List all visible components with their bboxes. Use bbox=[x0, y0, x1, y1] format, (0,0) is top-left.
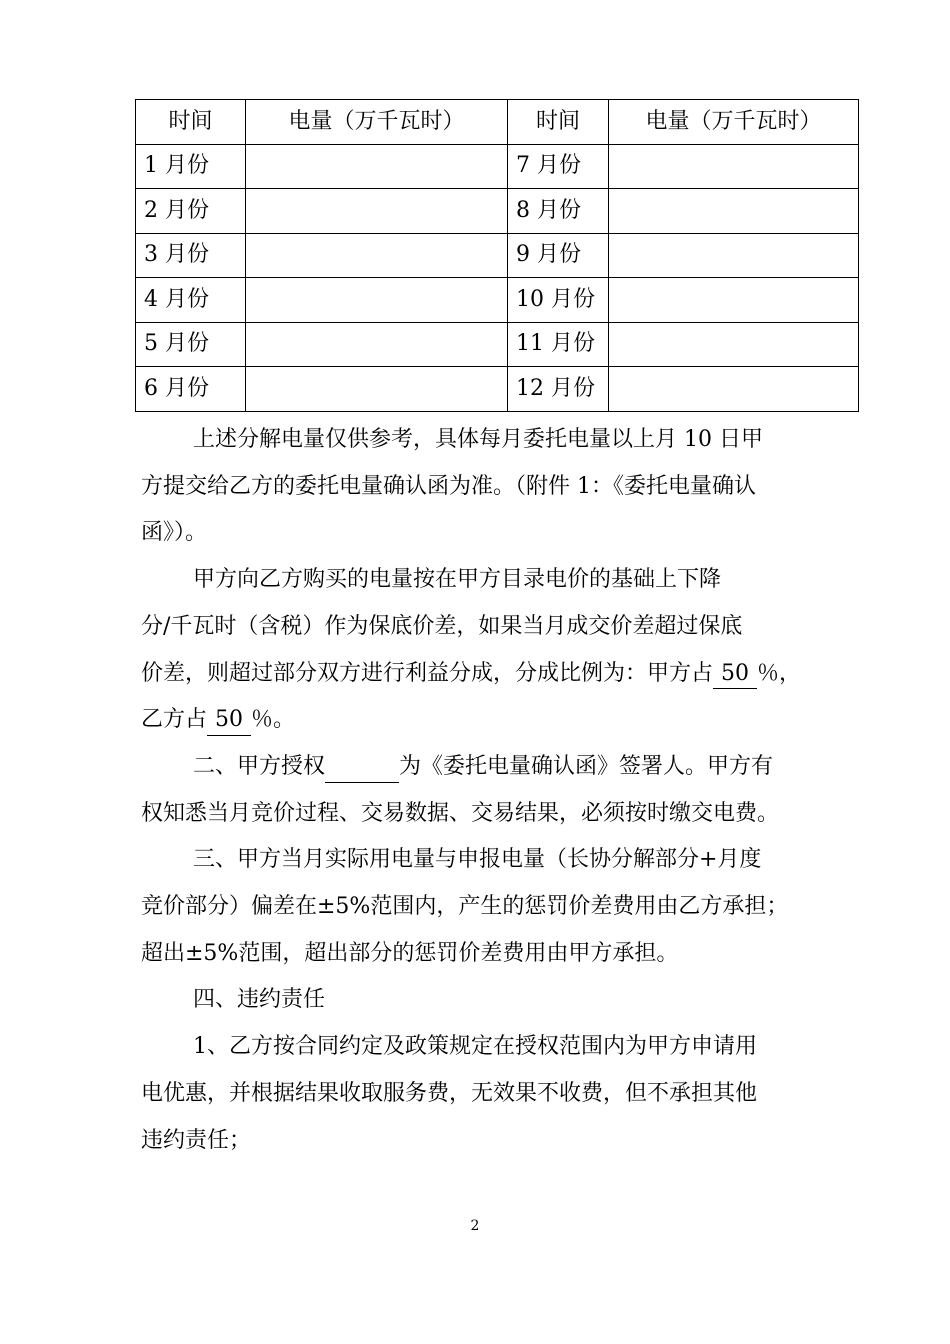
para-breach-line-1: 1、乙方按合同约定及政策规定在授权范围内为甲方申请用 bbox=[193, 1034, 757, 1060]
quantity-cell bbox=[609, 278, 859, 323]
quantity-cell bbox=[609, 144, 859, 189]
para-price-line-1: 甲方向乙方购买的电量按在甲方目录电价的基础上下降 bbox=[193, 567, 722, 593]
month-cell: 9 月份 bbox=[508, 233, 609, 278]
table-header-row bbox=[136, 100, 859, 145]
quantity-cell bbox=[609, 367, 859, 412]
para-deviation-line-3: 超出±5%范围，超出部分的惩罚价差费用由甲方承担。 bbox=[141, 940, 679, 966]
party-a-share-value: 50 bbox=[713, 660, 757, 690]
para-authorization-line-1 bbox=[141, 744, 821, 791]
para-reference-note-line-1: 上述分解电量仅供参考，具体每月委托电量以上月 10 日甲 bbox=[193, 427, 763, 452]
quantity-cell bbox=[246, 322, 508, 367]
quantity-cell bbox=[246, 144, 508, 189]
header-time-2: 时间 bbox=[508, 100, 609, 145]
month-cell: 8 月份 bbox=[508, 189, 609, 234]
table-row bbox=[136, 189, 859, 234]
para-price-line-3 bbox=[141, 651, 821, 698]
monthly-electricity-table bbox=[135, 99, 859, 412]
month-cell: 5 月份 bbox=[136, 322, 246, 367]
para-breach-line-2: 电优惠，并根据结果收取服务费，无效果不收费，但不承担其他 bbox=[141, 1080, 758, 1106]
para-deviation-line-1: 三、甲方当月实际用电量与申报电量（长协分解部分+月度 bbox=[193, 847, 762, 873]
table-row bbox=[136, 278, 859, 323]
month-cell: 6 月份 bbox=[136, 367, 246, 412]
quantity-cell bbox=[609, 189, 859, 234]
month-cell: 11 月份 bbox=[508, 322, 609, 367]
header-time-1: 时间 bbox=[136, 100, 246, 145]
table-row bbox=[136, 233, 859, 278]
para-price-line-2: 分/千瓦时（含税）作为保底价差，如果当月成交价差超过保底 bbox=[141, 613, 743, 639]
signatory-blank bbox=[325, 753, 399, 783]
para-authorization-line-2: 权知悉当月竞价过程、交易数据、交易结果，必须按时缴交电费。 bbox=[141, 800, 780, 826]
quantity-cell bbox=[246, 189, 508, 234]
quantity-cell bbox=[246, 233, 508, 278]
table-row bbox=[136, 322, 859, 367]
para-reference-note-line-2: 方提交给乙方的委托电量确认函为准。（附件 1：《委托电量确认 bbox=[141, 473, 756, 499]
contract-body bbox=[141, 417, 821, 1164]
percent-sign: ％。 bbox=[251, 707, 296, 733]
section-heading-breach: 四、违约责任 bbox=[193, 987, 326, 1013]
authorization-suffix: 为《委托电量确认函》签署人。甲方有 bbox=[399, 753, 774, 779]
page-number: 2 bbox=[470, 1218, 480, 1234]
para-reference-note-line-3: 函》）。 bbox=[141, 520, 208, 546]
month-cell: 1 月份 bbox=[136, 144, 246, 189]
header-quantity-2: 电量（万千瓦时） bbox=[609, 100, 859, 145]
party-b-share-label: 乙方占 bbox=[141, 707, 208, 733]
header-quantity-1: 电量（万千瓦时） bbox=[246, 100, 508, 145]
authorization-prefix: 二、甲方授权 bbox=[193, 753, 326, 779]
para-deviation-line-2: 竞价部分）偏差在±5%范围内，产生的惩罚价差费用由乙方承担； bbox=[141, 894, 789, 920]
quantity-cell bbox=[609, 322, 859, 367]
party-b-share-value: 50 bbox=[207, 706, 251, 736]
para-price-line-4 bbox=[141, 697, 821, 744]
quantity-cell bbox=[246, 278, 508, 323]
month-cell: 3 月份 bbox=[136, 233, 246, 278]
month-cell: 10 月份 bbox=[508, 278, 609, 323]
para-breach-line-3: 违约责任； bbox=[141, 1127, 252, 1153]
price-share-text: 价差，则超过部分双方进行利益分成，分成比例为：甲方占 bbox=[141, 660, 714, 686]
quantity-cell bbox=[246, 367, 508, 412]
month-cell: 2 月份 bbox=[136, 189, 246, 234]
month-cell: 7 月份 bbox=[508, 144, 609, 189]
table-row bbox=[136, 144, 859, 189]
quantity-cell bbox=[609, 233, 859, 278]
month-cell: 4 月份 bbox=[136, 278, 246, 323]
month-cell: 12 月份 bbox=[508, 367, 609, 412]
percent-sign: ％， bbox=[757, 660, 802, 686]
table-row bbox=[136, 367, 859, 412]
